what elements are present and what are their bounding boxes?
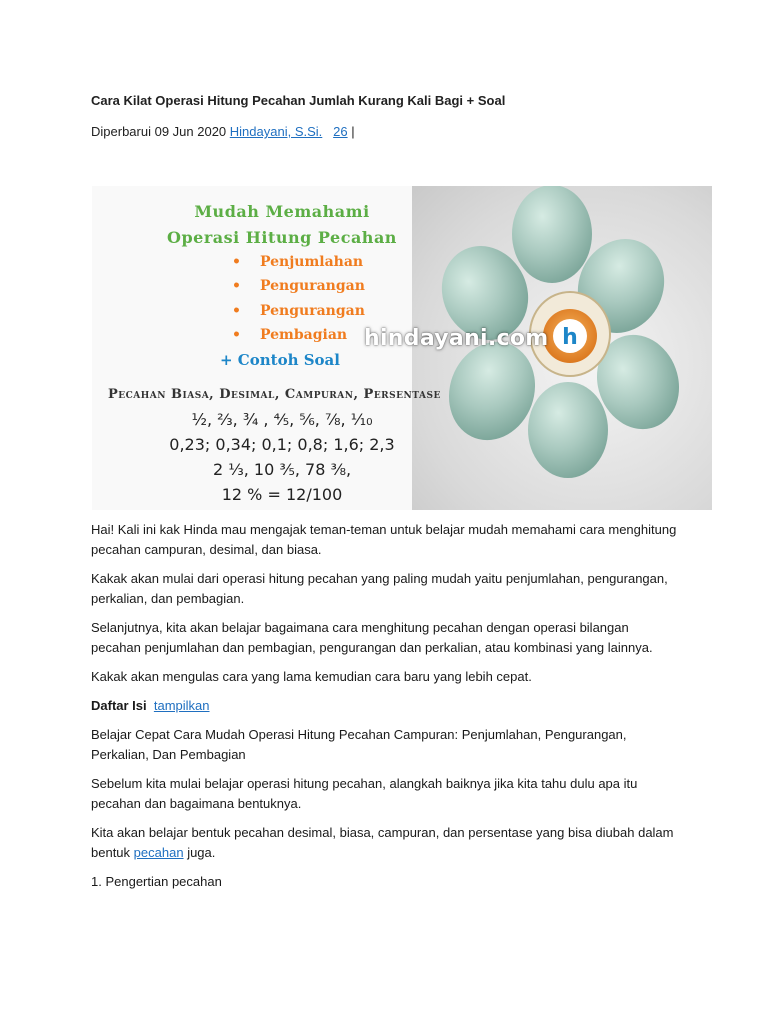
hero-heading-line2: Operasi Hitung Pecahan <box>167 228 397 247</box>
brand-logo-letter: h <box>562 325 578 350</box>
hero-example-mixed: 2 ⅓, 10 ⅗, 78 ⅜, <box>212 460 352 479</box>
table-of-contents <box>91 696 681 716</box>
toc-toggle-link[interactable]: tampilkan <box>153 698 210 713</box>
bullet-label: Pengurangan <box>260 278 365 294</box>
section-heading: Belajar Cepat Cara Mudah Operasi Hitung Pecahan Campuran: Penjumlahan, Pengurangan, Perkalian, Dan Pembagian <box>91 727 627 762</box>
updated-date: Diperbarui 09 Jun 2020 <box>91 124 227 139</box>
hero-image <box>92 186 712 510</box>
pecahan-link[interactable]: pecahan <box>133 845 184 860</box>
hero-example-decimals: 0,23; 0,34; 0,1; 0,8; 1,6; 2,3 <box>169 435 395 454</box>
article-title: Cara Kilat Operasi Hitung Pecahan Jumlah Kurang Kali Bagi + Soal <box>91 93 506 108</box>
hero-pecahan-heading: Pecahan Biasa, Desimal, Campuran, Persentase <box>108 387 441 402</box>
forms-text-before: Kita akan belajar bentuk pecahan desimal, biasa, campuran, dan persentase yang bisa diubah dalam bentuk <box>91 825 674 860</box>
hero-bullet-1 <box>232 254 363 270</box>
bullet-dot: • <box>232 303 241 319</box>
hero-heading-line1: Mudah Memahami <box>194 202 370 221</box>
meta-separator: | <box>351 124 355 139</box>
bullet-dot: • <box>232 327 241 343</box>
paragraph-method: Kakak akan mengulas cara yang lama kemudian cara baru yang lebih cepat. <box>91 669 532 684</box>
forms-text-after: juga. <box>187 845 216 860</box>
comments-link[interactable]: 26 <box>333 124 348 139</box>
brand-watermark: hindayani.com <box>364 326 549 351</box>
paragraph-operations: Kakak akan mulai dari operasi hitung pecahan yang paling mudah yaitu penjumlahan, pengurangan, perkalian, dan pembagian. <box>91 571 668 606</box>
author-link[interactable]: Hindayani, S.Si. <box>229 124 323 139</box>
hero-bullet-3 <box>232 303 365 319</box>
bullet-label: Pengurangan <box>260 303 365 319</box>
hero-example-percent: 12 % = 12/100 <box>221 485 343 504</box>
bullet-label: Pembagian <box>260 327 348 343</box>
bullet-dot: • <box>232 278 241 294</box>
paragraph-intro: Hai! Kali ini kak Hinda mau mengajak teman-teman untuk belajar mudah memahami cara menghitung pecahan campuran, desimal, dan biasa. <box>91 522 677 557</box>
hero-bullet-4 <box>232 327 347 343</box>
hero-example-fractions: ½, ⅔, ¾ , ⅘, ⅚, ⅞, ⅒ <box>191 410 373 429</box>
paragraph-definition-intro: Sebelum kita mulai belajar operasi hitung pecahan, alangkah baiknya jika kita tahu dulu apa itu pecahan dan bagaimana bentuknya. <box>91 776 638 811</box>
article-meta <box>91 124 355 139</box>
bullet-dot: • <box>232 254 241 270</box>
egg-bottom <box>528 382 608 478</box>
egg-top <box>512 186 592 283</box>
hero-bullet-2 <box>232 278 365 294</box>
paragraph-forms <box>91 823 681 863</box>
article-body <box>91 520 681 901</box>
subheading-definition: 1. Pengertian pecahan <box>91 874 222 889</box>
toc-label: Daftar Isi <box>91 698 147 713</box>
paragraph-combinations: Selanjutnya, kita akan belajar bagaimana cara menghitung pecahan dengan operasi bilangan pecahan penjumlahan dan pembagian, pengurangan dan perkalian, atau kombinasi yang lainnya. <box>91 620 653 655</box>
bullet-label: Penjumlahan <box>260 254 364 270</box>
hero-contoh-soal: + Contoh Soal <box>220 351 340 369</box>
